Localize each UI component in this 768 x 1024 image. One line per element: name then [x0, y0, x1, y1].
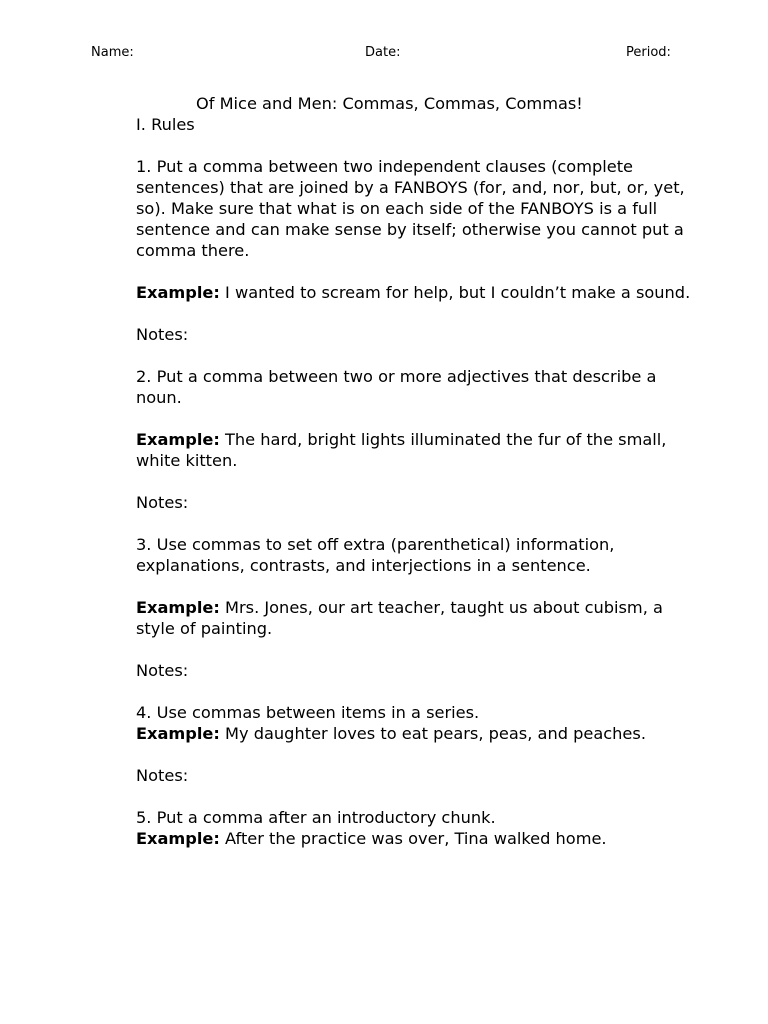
name-label: Name:: [91, 45, 134, 60]
example-sentence: The hard, bright lights illuminated the fur of the small, white kitten.: [136, 430, 667, 470]
example-sentence: My daughter loves to eat pears, peas, and peaches.: [219, 724, 646, 743]
rule-1-example: [136, 282, 696, 303]
example-label: Example:: [136, 829, 220, 848]
rule-3-example: [136, 597, 696, 639]
rule-2-example: [136, 429, 696, 471]
example-label: Example:: [136, 598, 220, 617]
rule-4-notes: Notes:: [136, 766, 189, 785]
rule-1-notes: Notes:: [136, 325, 189, 344]
worksheet-body: [136, 93, 696, 870]
example-sentence: I wanted to scream for help, but I couldn’t make a sound.: [219, 283, 691, 302]
rule-4-example: [136, 723, 696, 744]
rule-2-text: 2. Put a comma between two or more adjectives that describe a noun.: [136, 367, 657, 407]
rule-1-text: 1. Put a comma between two independent clauses (complete sentences) that are joined by a FANBOYS (for, and, nor, but, or, yet, so). Make sure that what is on each side of the FANBOYS is a full sentence and can make sense by itself; otherwise you cannot put a comma there.: [136, 157, 685, 260]
rule-3-notes: Notes:: [136, 661, 189, 680]
rule-2-notes: Notes:: [136, 493, 189, 512]
rule-4-text: 4. Use commas between items in a series.: [136, 703, 480, 722]
example-label: Example:: [136, 724, 220, 743]
page-title: Of Mice and Men: Commas, Commas, Commas!: [196, 94, 583, 113]
date-label: Date:: [365, 45, 401, 60]
rule-3-text: 3. Use commas to set off extra (parenthetical) information, explanations, contrasts, and interjections in a sentence.: [136, 535, 615, 575]
section-heading: I. Rules: [136, 115, 195, 134]
example-label: Example:: [136, 283, 220, 302]
example-sentence: After the practice was over, Tina walked home.: [219, 829, 607, 848]
rule-5-example: [136, 828, 696, 849]
rule-5-text: 5. Put a comma after an introductory chunk.: [136, 808, 496, 827]
example-label: Example:: [136, 430, 220, 449]
period-label: Period:: [626, 45, 671, 60]
example-sentence: Mrs. Jones, our art teacher, taught us about cubism, a style of painting.: [136, 598, 663, 638]
worksheet-header: [0, 45, 768, 65]
